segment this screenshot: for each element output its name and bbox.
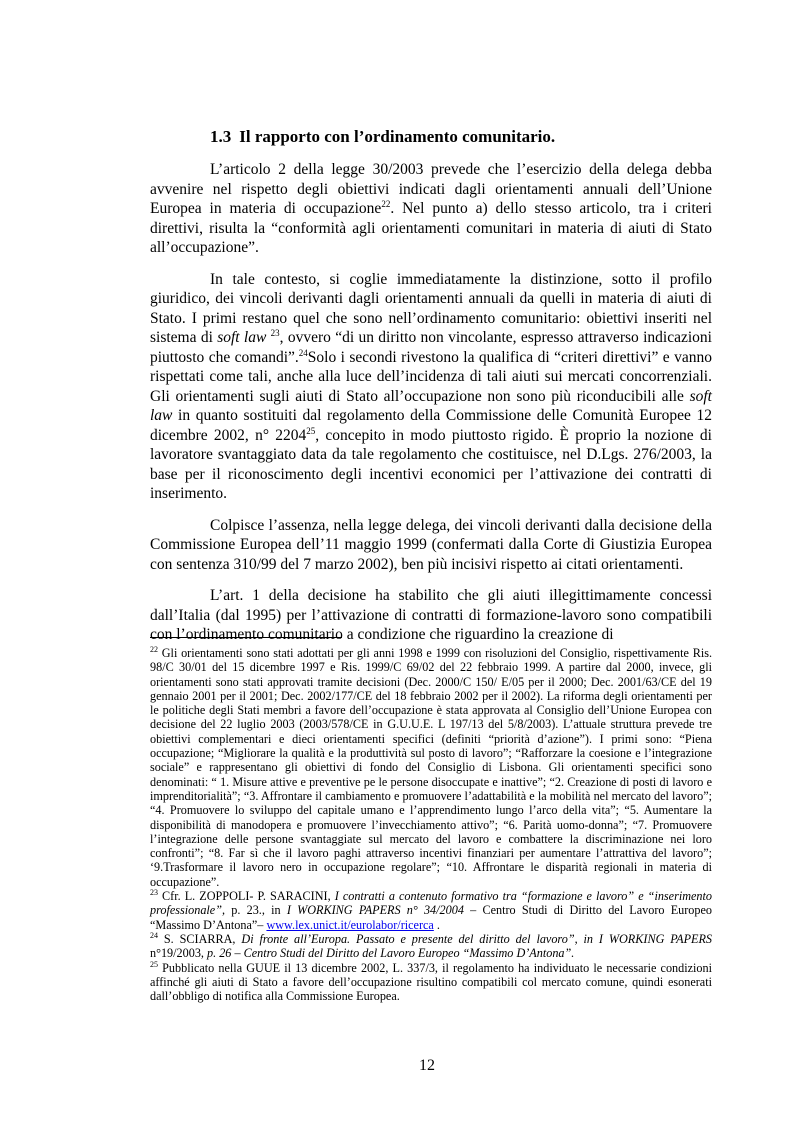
footnote-ref-25[interactable]: 25 <box>306 425 316 436</box>
footnote-23-end: . <box>433 917 440 932</box>
p2-text-c: Solo i secondi rivestono la qualifica di “criteri direttivi” e vanno rispettati come tali, anche alla luce dell’incidenza di tali aiuti sui mercati concorrenziali. Gli orientamenti sugli aiuti di Stato all’occupazione non sono più riconducibili alle <box>150 348 712 405</box>
p1-text-b: . Nel punto a) dello stesso articolo, tra i criteri direttivi, risulta la “conformità agli orientamenti comunitari in materia di aiuti di Stato all’occupazione”. <box>150 200 712 256</box>
footnote-22 <box>150 646 712 889</box>
p2-italic-soft-law-2: soft law <box>150 387 712 424</box>
paragraph-1 <box>150 160 712 258</box>
p2-italic-soft-law: soft law <box>217 329 267 346</box>
footnotes <box>150 646 712 1003</box>
footnote-22-text: Gli orientamenti sono stati adottati per gli anni 1998 e 1999 con risoluzioni del Consiglio, rispettivamente Ris. 98/C 30/01 del 15 dicembre 1997 e Ris. 1999/C 69/02 del 22 febbraio 1999. A partire dal 2000, invece, gli orientamenti sono stati approvati tramite decisioni (Dec. 2000/C 150/ E/05 per il 2000; Dec. 2001/63/CE del 19 gennaio 2001 per il 2001; Dec. 2002/177/CE del 18 febbraio 2002 per il 2002). La riforma degli orientamenti per le politiche degli Stati membri a favore dell’occupazione è stata approvata al Consiglio dell’Unione Europea con decisione del 22 luglio 2003 (2003/578/CE in G.U.U.E. L 197/13 del 5/8/2003). L’attuale struttura prevede tre obiettivi complementari e dieci orientamenti specifici (definiti “priorità d’azione”). I primi sono: “Piena occupazione; “Migliorare la qualità e la produttività sul posto di lavoro”; “Rafforzare la coesione e l’integrazione sociale” e rappresentano gli obiettivi di fondo del Consiglio di Lisbona. Gli orientamenti specifici sono denominati: “ 1. Misure attive e preventive pe le persone disoccupate e inattive”; “2. Creazione di posti di lavoro e imprenditorialità”; “3. Affrontare il cambiamento e promuovere l’adattabilità e la mobilità nel mercato del lavoro”; “4. Promuovere lo sviluppo del capitale umano e l’apprendimento lungo l’arco della vita”; “5. Aumentare la disponibilità di manodopera e promuovere l’invecchiamento attivo”; “6. Parità uomo-donna”; “7. Promuovere l’integrazione delle persone svantaggiate sul mercato del lavoro e combattere la discriminazione nei loro confronti”; “8. Far sì che il lavoro paghi attraverso incentivi finanziari per aumentare l’attrattiva del lavoro”; ‘9.Trasformare il lavoro nero in occupazione regolare”; “10. Affrontare le disparità regionali in materia di occupazione”. <box>150 646 712 889</box>
footnote-25 <box>150 961 712 1004</box>
footnote-separator <box>150 637 342 638</box>
footnote-ref-24[interactable]: 24 <box>298 347 308 358</box>
footnote-23-link[interactable]: www.lex.unict.it/eurolabor/ricerca <box>266 917 434 932</box>
paragraph-3: Colpisce l’assenza, nella legge delega, dei vincoli derivanti dalla decisione della Commissione Europea dell’11 maggio 1999 (confermati dalla Corte di Giustizia Europea con sentenza 310/99 del 7 marzo 2002), ben più incisivi rispetto ai citati orientamenti. <box>150 516 712 573</box>
footnote-23-series: I WORKING PAPERS n° 34/2004 <box>286 903 464 918</box>
footnote-ref-23[interactable]: 23 <box>270 327 280 338</box>
p2-text-a: In tale contesto, si coglie immediatamente la distinzione, sotto il profilo giuridico, dei vincoli derivanti dagli orientamenti annuali da quelli in materia di aiuti di Stato. I primi restano quel che sono nell’ordinamento comunitario: obiettivi inseriti nel sistema di <box>150 270 712 346</box>
footnote-25-text: Pubblicato nella GUUE il 13 dicembre 2002, L. 337/3, il regolamento ha individuato le necessarie condizioni affinché gli aiuti di Stato a favore dell’occupazione risultino compatibili col mercato comune, quindi esonerati dall’obbligo di notifica alla Commissione Europea. <box>150 960 712 1004</box>
footnote-23-title: I contratti a contenuto formativo tra “formazione e lavoro” e “inserimento professionale”, <box>150 889 712 918</box>
p2-text-b: , ovvero “di un diritto non vincolante, espresso attraverso indicazioni piuttosto che comandi”. <box>150 329 712 366</box>
footnote-number-22: 22 <box>150 644 158 654</box>
footnote-ref-22[interactable]: 22 <box>381 198 391 209</box>
page-number: 12 <box>419 1057 435 1074</box>
footnote-24-title: Di fronte all’Europa. Passato e presente del diritto del lavoro”, in I WORKING PAPERS <box>241 931 713 946</box>
p2-text-e: , concepito in modo piuttosto rigido. È proprio la nozione di lavoratore svantaggiato data da tale regolamento che costituisce, nel D.Lgs. 276/2003, la base per il riconoscimento degli incentivi economici per l’attivazione dei contratti di inserimento. <box>150 426 712 502</box>
footnote-number-24: 24 <box>150 930 158 940</box>
footnote-24-source: , p. 26 – Centro Studi del Diritto del Lavoro Europeo “Massimo D’Antona”. <box>200 946 575 961</box>
footnote-number-25: 25 <box>150 959 158 969</box>
footnote-23 <box>150 889 712 932</box>
footnote-24-issue: n°19/2003 <box>150 946 201 961</box>
p1-text-a: L’articolo 2 della legge 30/2003 prevede che l’esercizio della delega debba avvenire nel rispetto degli obiettivi indicati dagli orientamenti annuali dell’Unione Europea in materia di occupazione <box>150 161 712 217</box>
footnote-24-author: S. SCIARRA, <box>158 931 242 946</box>
paragraph-2 <box>150 270 712 504</box>
paragraph-4: L’art. 1 della decisione ha stabilito che gli aiuti illegittimamente concessi dall’Italia (dal 1995) per l’attivazione di contratti di formazione-lavoro sono compatibili con l’ordinamento comunitario a condizione che riguardino la creazione di <box>150 587 712 643</box>
footnote-23-page: p. 23., in <box>225 903 287 918</box>
section-heading <box>210 127 555 147</box>
footnote-23-author: Cfr. L. ZOPPOLI- P. SARACINI, <box>158 889 335 904</box>
p2-text-d: in quanto sostituiti dal regolamento della Commissione delle Comunità Europee 12 dicembre 2002, n° 2204 <box>150 407 712 444</box>
footnote-24 <box>150 932 712 961</box>
footnote-number-23: 23 <box>150 887 158 897</box>
footnote-23-source: – Centro Studi di Diritto del Lavoro Europeo “Massimo D’Antona”– <box>150 903 712 932</box>
section-number: 1.3 <box>210 127 232 146</box>
section-title: Il rapporto con l’ordinamento comunitario. <box>239 127 556 146</box>
body-text <box>150 160 712 645</box>
